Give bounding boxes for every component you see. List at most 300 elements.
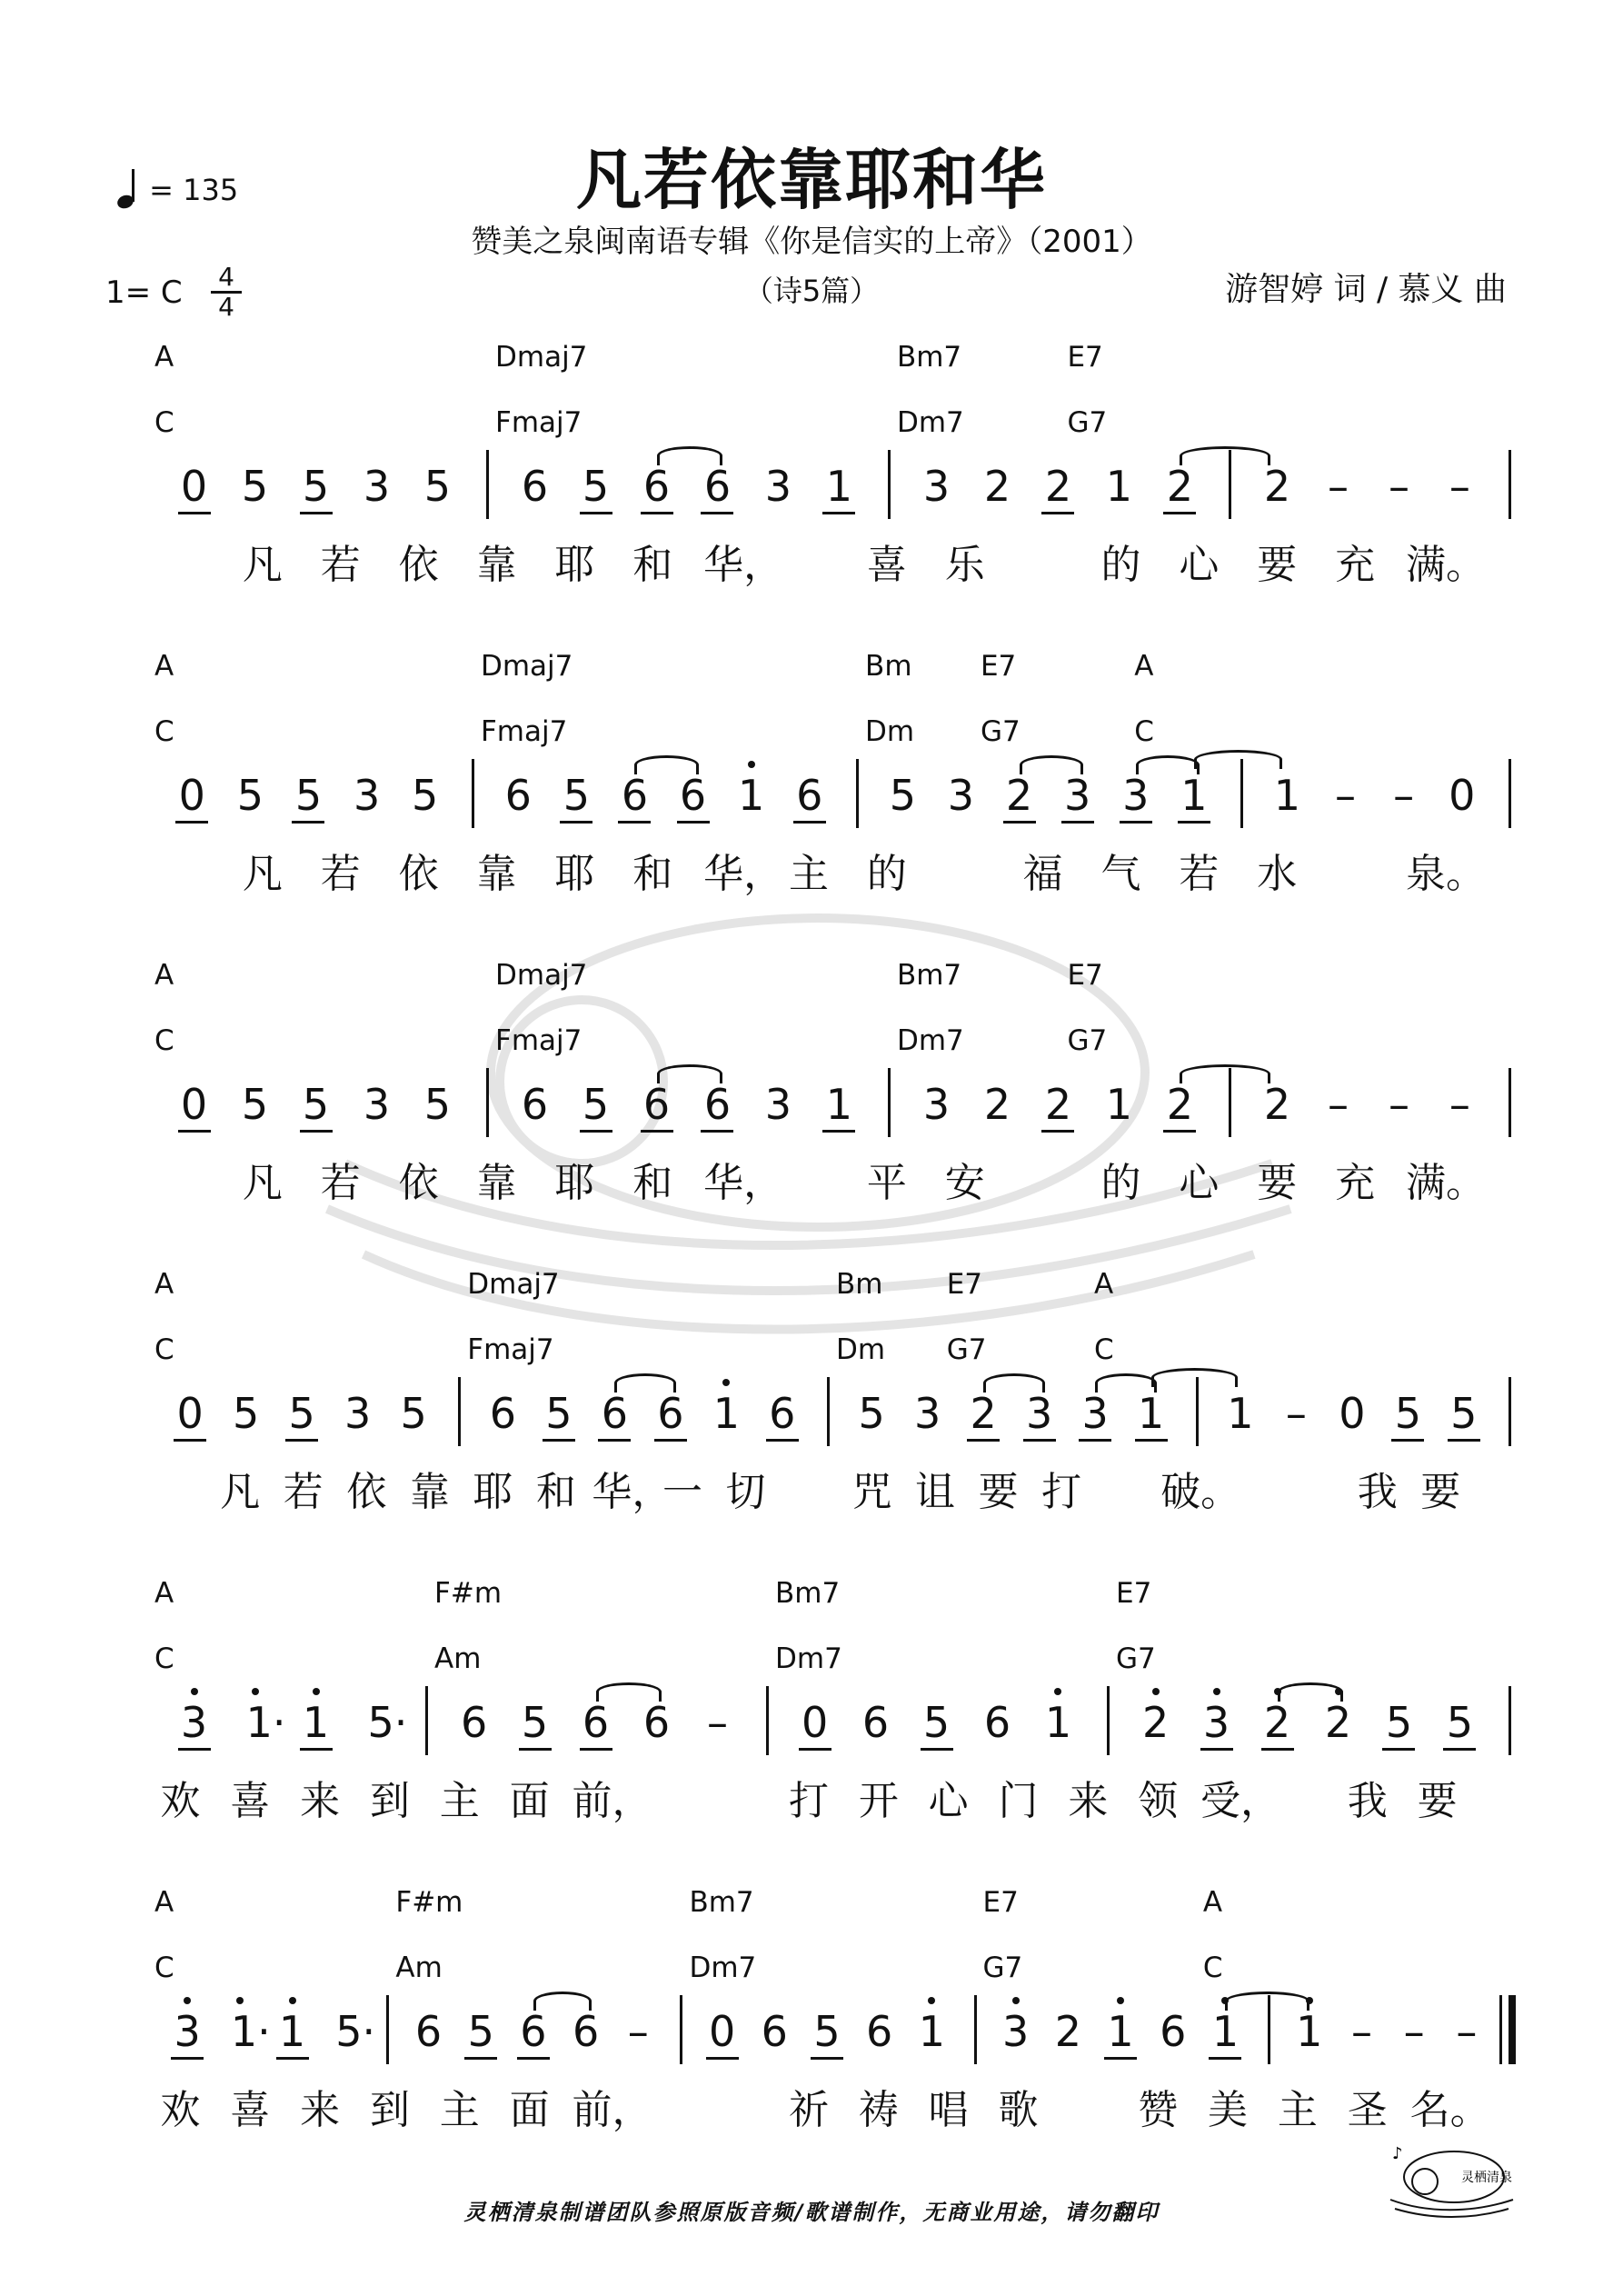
note: 3 xyxy=(180,1698,208,1747)
chord-symbol-c: Dm xyxy=(865,715,915,748)
note: 2 xyxy=(1054,2007,1082,2056)
eighth-underline xyxy=(560,821,592,824)
high-octave-dot xyxy=(1012,1997,1020,2004)
chord-symbol-c: Dm7 xyxy=(896,406,964,439)
note: 2 xyxy=(970,1389,997,1438)
note: 1 xyxy=(738,771,765,820)
note: 5 xyxy=(400,1389,427,1438)
note: 2 xyxy=(983,462,1011,511)
barline xyxy=(1508,1377,1511,1446)
lyric-syllable: 福 xyxy=(1022,851,1063,897)
eighth-underline xyxy=(175,821,208,824)
chord-symbol-a: Dmaj7 xyxy=(480,650,573,683)
note: 1 xyxy=(825,462,853,511)
lyric-syllable: 领 xyxy=(1138,1778,1179,1824)
note: – xyxy=(1335,771,1356,820)
note: 1· xyxy=(245,1698,286,1747)
barline xyxy=(1508,450,1511,519)
lyric-syllable: 名。 xyxy=(1409,2087,1490,2133)
note: 5 xyxy=(1446,1698,1474,1747)
note: 6 xyxy=(679,771,707,820)
chord-symbol-a: A xyxy=(154,341,174,374)
high-octave-dot xyxy=(928,1997,935,2004)
note: – xyxy=(1285,1389,1307,1438)
scripture-source: （诗5篇） xyxy=(743,274,880,308)
note: 3 xyxy=(764,1080,792,1129)
high-octave-dot xyxy=(1213,1688,1220,1695)
note: 2 xyxy=(1141,1698,1170,1747)
chord-symbol-c: Am xyxy=(434,1642,482,1675)
note: 3 xyxy=(1064,771,1091,820)
eighth-underline xyxy=(519,1748,552,1751)
note: 3 xyxy=(947,771,975,820)
lyric-syllable: 主 xyxy=(1277,2087,1318,2133)
tie-arc xyxy=(657,446,723,465)
lyric-syllable: 依 xyxy=(346,1469,387,1515)
note: 5 xyxy=(521,1698,549,1747)
lyric-syllable: 若 xyxy=(1179,851,1220,897)
note: 5 xyxy=(423,1080,452,1129)
lyric-syllable: 华， xyxy=(703,542,784,588)
chord-symbol-a: Bm7 xyxy=(896,341,962,374)
note: 5 xyxy=(1450,1389,1478,1438)
note: 6 xyxy=(861,1698,890,1747)
lyric-syllable: 开 xyxy=(858,1778,899,1824)
eighth-underline xyxy=(677,821,710,824)
barline xyxy=(856,759,859,828)
note: 2 xyxy=(1166,462,1194,511)
note: 5 xyxy=(241,462,269,511)
chord-symbol-a: F#m xyxy=(434,1577,503,1610)
lyric-syllable: 赞 xyxy=(1138,2087,1179,2133)
chord-symbol-a: E7 xyxy=(946,1268,983,1301)
chord-symbol-a: A xyxy=(154,1577,174,1610)
copyright-footer: 灵栖清泉制谱团队参照原版音频/歌谱制作，无商业用途，请勿翻印 xyxy=(463,2200,1160,2225)
key-signature: 1= C xyxy=(105,275,183,311)
chord-symbol-c: Dm7 xyxy=(689,1952,757,1984)
lyric-syllable: 凡 xyxy=(242,542,283,588)
note: 0 xyxy=(708,2007,736,2056)
note: 6 xyxy=(460,1698,488,1747)
chord-symbol-a: E7 xyxy=(1067,959,1103,992)
eighth-underline xyxy=(766,1439,799,1442)
eighth-underline xyxy=(1261,1748,1294,1751)
svg-text:♪: ♪ xyxy=(1392,2144,1403,2163)
note: 2 xyxy=(1263,1698,1291,1747)
note: – xyxy=(1388,462,1409,511)
lyric-syllable: 和 xyxy=(632,1160,673,1206)
lyric-syllable: 心 xyxy=(1179,542,1220,588)
lyric-syllable: 依 xyxy=(398,542,439,588)
lyric-syllable: 气 xyxy=(1100,851,1141,897)
tempo-value: = 135 xyxy=(149,173,239,207)
chord-symbol-c: C xyxy=(1134,715,1154,748)
note: 1 xyxy=(1211,2007,1240,2056)
note: 3 xyxy=(353,771,381,820)
chord-symbol-c: C xyxy=(154,406,174,439)
lyric-syllable: 喜 xyxy=(230,2087,271,2133)
tie-arc xyxy=(1136,755,1200,774)
lyric-syllable: 主 xyxy=(439,1778,480,1824)
chord-symbol-c: G7 xyxy=(980,715,1021,748)
note: 6 xyxy=(520,2007,547,2056)
note: 1 xyxy=(1105,1080,1133,1129)
lyric-syllable: 要 xyxy=(1417,1778,1458,1824)
note: 5 xyxy=(1394,1389,1421,1438)
barline xyxy=(1107,1686,1110,1755)
note: 1 xyxy=(1273,771,1301,820)
eighth-underline xyxy=(1163,512,1196,514)
chord-symbol-c: C xyxy=(1202,1952,1223,1984)
note: – xyxy=(1449,462,1470,511)
lyric-syllable: 华， xyxy=(703,851,784,897)
eighth-underline xyxy=(706,2057,739,2060)
note: 1 xyxy=(302,1698,330,1747)
chord-symbol-c: Am xyxy=(395,1952,443,1984)
chord-symbol-a: E7 xyxy=(1067,341,1103,374)
note: 1 xyxy=(825,1080,853,1129)
chord-symbol-c: C xyxy=(154,1642,174,1675)
lyric-syllable: 唱 xyxy=(928,2087,969,2133)
barline xyxy=(1240,759,1243,828)
note: – xyxy=(1328,1080,1349,1129)
chord-symbol-c: Dm7 xyxy=(896,1024,964,1057)
eighth-underline xyxy=(822,512,855,514)
lyric-syllable: 咒 xyxy=(851,1469,892,1515)
note: 5 xyxy=(889,771,916,820)
chord-symbol-a: A xyxy=(1094,1268,1114,1301)
note: 5 xyxy=(302,1080,330,1129)
note: 5 xyxy=(302,462,330,511)
lyric-syllable: 我 xyxy=(1347,1778,1388,1824)
note: 5 xyxy=(236,771,264,820)
eighth-underline xyxy=(1178,821,1210,824)
lyric-syllable: 心 xyxy=(1179,1160,1220,1206)
chord-symbol-a: Bm xyxy=(836,1268,883,1301)
eighth-underline xyxy=(921,1748,953,1751)
lyric-syllable: 主 xyxy=(789,851,829,897)
eighth-underline xyxy=(967,1439,1000,1442)
note: 5· xyxy=(367,1698,408,1747)
note: 2 xyxy=(1263,1080,1291,1129)
lyric-syllable: 来 xyxy=(300,1778,341,1824)
note: 6 xyxy=(769,1389,796,1438)
note: – xyxy=(1328,462,1349,511)
chord-symbol-a: A xyxy=(154,1268,174,1301)
eighth-underline xyxy=(178,1748,211,1751)
eighth-underline xyxy=(292,821,324,824)
high-octave-dot xyxy=(289,1997,296,2004)
eighth-underline xyxy=(1041,512,1074,514)
chord-symbol-c: G7 xyxy=(1067,1024,1108,1057)
lyric-syllable: 和 xyxy=(632,851,673,897)
song-title: 凡若依靠耶和华 xyxy=(575,142,1047,218)
chord-symbol-a: A xyxy=(154,959,174,992)
chord-symbol-c: G7 xyxy=(1116,1642,1156,1675)
note: 5 xyxy=(1385,1698,1413,1747)
note: 5 xyxy=(467,2007,494,2056)
high-octave-dot xyxy=(236,1997,244,2004)
lyric-syllable: 和 xyxy=(632,542,673,588)
eighth-underline xyxy=(580,512,612,514)
note: 6 xyxy=(489,1389,517,1438)
note: 6 xyxy=(642,1698,671,1747)
lyric-syllable: 的 xyxy=(866,851,907,897)
high-octave-dot xyxy=(748,761,755,768)
lyric-syllable: 的 xyxy=(1100,542,1141,588)
tie-arc xyxy=(533,1992,592,2011)
chord-symbol-a: A xyxy=(1134,650,1154,683)
lyric-syllable: 到 xyxy=(369,2087,410,2133)
lyric-syllable: 华， xyxy=(592,1469,672,1515)
lyric-syllable: 来 xyxy=(300,2087,341,2133)
lyric-syllable: 凡 xyxy=(242,1160,283,1206)
note: 3 xyxy=(363,1080,391,1129)
note: 6 xyxy=(582,1698,610,1747)
eighth-underline xyxy=(1200,1748,1233,1751)
chord-symbol-c: Dm7 xyxy=(775,1642,842,1675)
note: 6 xyxy=(796,771,823,820)
note: 1 xyxy=(1107,2007,1134,2056)
eighth-underline xyxy=(618,821,651,824)
note: 2 xyxy=(1044,462,1072,511)
note: 6 xyxy=(657,1389,684,1438)
lyric-syllable: 依 xyxy=(398,851,439,897)
note: 1· xyxy=(230,2007,271,2056)
tie-arc xyxy=(614,1373,675,1393)
eighth-underline xyxy=(1061,821,1094,824)
chord-symbol-c: G7 xyxy=(1067,406,1108,439)
time-signature xyxy=(211,264,242,321)
high-octave-dot xyxy=(722,1379,730,1386)
eighth-underline xyxy=(1382,1748,1415,1751)
lyric-syllable: 充 xyxy=(1335,542,1376,588)
barline xyxy=(1268,1995,1270,2064)
chord-symbol-a: Dmaj7 xyxy=(467,1268,560,1301)
note: 1 xyxy=(1296,2007,1323,2056)
lyric-syllable: 前， xyxy=(572,1778,652,1824)
eighth-underline xyxy=(464,2057,497,2060)
barline xyxy=(386,1995,389,2064)
high-octave-dot xyxy=(313,1688,320,1695)
chord-symbol-a: F#m xyxy=(395,1886,463,1919)
high-octave-dot xyxy=(184,1997,191,2004)
high-octave-dot xyxy=(252,1688,259,1695)
note: 0 xyxy=(1449,771,1476,820)
tie-arc xyxy=(1020,755,1083,774)
lyric-syllable: 歌 xyxy=(998,2087,1039,2133)
lyric-syllable: 平 xyxy=(866,1160,907,1206)
note: 3 xyxy=(764,462,792,511)
eighth-underline xyxy=(1135,1439,1168,1442)
note: 1 xyxy=(278,2007,306,2056)
note: 5 xyxy=(545,1389,573,1438)
eighth-underline xyxy=(811,2057,843,2060)
lyric-syllable: 打 xyxy=(789,1778,829,1824)
lyric-syllable: 若 xyxy=(320,542,361,588)
chord-symbol-c: Fmaj7 xyxy=(467,1333,554,1366)
lyric-syllable: 诅 xyxy=(915,1469,956,1515)
note: 6 xyxy=(572,2007,600,2056)
note: 5 xyxy=(922,1698,951,1747)
chord-symbol-a: E7 xyxy=(980,650,1017,683)
barline xyxy=(1229,1068,1231,1137)
eighth-underline xyxy=(1079,1439,1111,1442)
lyric-syllable: 凡 xyxy=(242,851,283,897)
lyric-syllable: 喜 xyxy=(866,542,907,588)
lyric-syllable: 破。 xyxy=(1160,1469,1241,1515)
lyric-syllable: 水 xyxy=(1257,851,1298,897)
eighth-underline xyxy=(799,1748,831,1751)
lyric-syllable: 要 xyxy=(1257,1160,1298,1206)
eighth-underline xyxy=(276,2057,309,2060)
lyric-syllable: 欢 xyxy=(160,1778,201,1824)
barline xyxy=(1508,759,1511,828)
chord-symbol-a: Bm7 xyxy=(689,1886,754,1919)
note: – xyxy=(1388,1080,1409,1129)
note: 3 xyxy=(922,1080,951,1129)
note: 6 xyxy=(983,1698,1011,1747)
lyric-syllable: 靠 xyxy=(476,542,517,588)
note: 0 xyxy=(178,771,205,820)
lyric-syllable: 耶 xyxy=(473,1469,513,1515)
note: 0 xyxy=(180,1080,208,1129)
lyric-syllable: 打 xyxy=(1041,1469,1082,1515)
eighth-underline xyxy=(517,2057,550,2060)
note: 2 xyxy=(1005,771,1033,820)
note: 6 xyxy=(621,771,649,820)
note: 5 xyxy=(233,1389,260,1438)
lyric-syllable: 祈 xyxy=(789,2087,829,2133)
lyric-syllable: 泉。 xyxy=(1406,851,1487,897)
note: 6 xyxy=(703,1080,732,1129)
lyric-syllable: 门 xyxy=(998,1778,1039,1824)
eighth-underline xyxy=(822,1130,855,1133)
lyric-syllable: 乐 xyxy=(944,542,985,588)
eighth-underline xyxy=(300,1130,333,1133)
song-credits: 游智婷 词 / 慕义 曲 xyxy=(1225,271,1507,308)
eighth-underline xyxy=(1023,1439,1056,1442)
barline xyxy=(888,1068,891,1137)
tie-arc xyxy=(1278,1682,1344,1702)
lyric-syllable: 充 xyxy=(1335,1160,1376,1206)
note: 1 xyxy=(1227,1389,1254,1438)
note: 6 xyxy=(642,462,671,511)
note: 2 xyxy=(983,1080,1011,1129)
note: 3 xyxy=(914,1389,941,1438)
lyric-syllable: 耶 xyxy=(554,542,595,588)
tie-arc xyxy=(657,1064,723,1083)
note: – xyxy=(1403,2007,1425,2056)
time-signature-top: 4 xyxy=(211,264,242,294)
barline xyxy=(472,759,474,828)
lyric-syllable: 华， xyxy=(703,1160,784,1206)
lyric-syllable: 到 xyxy=(369,1778,410,1824)
note: 2 xyxy=(1324,1698,1352,1747)
eighth-underline xyxy=(701,1130,733,1133)
lyric-syllable: 若 xyxy=(320,851,361,897)
note: 3 xyxy=(1081,1389,1109,1438)
chord-symbol-a: A xyxy=(1202,1886,1223,1919)
note: 1 xyxy=(1137,1389,1165,1438)
note: 1 xyxy=(1180,771,1208,820)
barline xyxy=(486,450,489,519)
chord-symbol-a: Dmaj7 xyxy=(495,341,588,374)
chord-symbol-a: Dmaj7 xyxy=(495,959,588,992)
high-octave-dot xyxy=(1117,1997,1124,2004)
chord-symbol-c: C xyxy=(154,1024,174,1057)
eighth-underline xyxy=(178,512,211,514)
note: – xyxy=(1393,771,1415,820)
chord-symbol-c: Fmaj7 xyxy=(495,1024,582,1057)
note: 3 xyxy=(174,2007,201,2056)
eighth-underline xyxy=(174,1439,206,1442)
barline xyxy=(458,1377,461,1446)
lyric-syllable: 靠 xyxy=(476,851,517,897)
lyric-syllable: 面 xyxy=(509,1778,550,1824)
chord-symbol-c: Fmaj7 xyxy=(495,406,582,439)
note: 2 xyxy=(1044,1080,1072,1129)
lyric-syllable: 圣 xyxy=(1347,2087,1388,2133)
chord-symbol-a: Bm xyxy=(865,650,912,683)
barline xyxy=(888,450,891,519)
note: 5 xyxy=(582,462,610,511)
chord-symbol-a: E7 xyxy=(1116,1577,1152,1610)
eighth-underline xyxy=(1443,1748,1476,1751)
note: 1 xyxy=(918,2007,946,2056)
eighth-underline xyxy=(580,1130,612,1133)
lyric-syllable: 一 xyxy=(662,1469,702,1515)
final-barline xyxy=(1508,1995,1516,2064)
note: 5 xyxy=(412,771,439,820)
chord-symbol-a: A xyxy=(154,650,174,683)
lyric-syllable: 的 xyxy=(1100,1160,1141,1206)
high-octave-dot xyxy=(1306,1997,1313,2004)
lyric-syllable: 要 xyxy=(1420,1469,1461,1515)
eighth-underline xyxy=(1391,1439,1424,1442)
note: 6 xyxy=(866,2007,893,2056)
tie-arc xyxy=(634,755,698,774)
note: 5 xyxy=(288,1389,315,1438)
sheep-logo-icon xyxy=(1381,2136,1518,2218)
lyric-syllable: 美 xyxy=(1208,2087,1249,2133)
lyric-syllable: 安 xyxy=(944,1160,985,1206)
chord-symbol-c: G7 xyxy=(946,1333,987,1366)
tie-arc xyxy=(1095,1373,1156,1393)
note: – xyxy=(706,1698,728,1747)
chord-symbol-c: C xyxy=(154,1333,174,1366)
lyric-syllable: 若 xyxy=(320,1160,361,1206)
barline xyxy=(1229,450,1231,519)
tie-arc xyxy=(983,1373,1044,1393)
lyric-syllable: 凡 xyxy=(220,1469,261,1515)
note: 6 xyxy=(521,462,549,511)
tie-arc xyxy=(596,1682,662,1702)
lyric-syllable: 心 xyxy=(928,1778,969,1824)
note: 6 xyxy=(504,771,532,820)
lyric-syllable: 前， xyxy=(572,2087,652,2133)
note: – xyxy=(1350,2007,1372,2056)
high-octave-dot xyxy=(1152,1688,1160,1695)
chord-symbol-a: Bm7 xyxy=(896,959,962,992)
eighth-underline xyxy=(178,1130,211,1133)
note: 2 xyxy=(1166,1080,1194,1129)
note: 5 xyxy=(582,1080,610,1129)
album-subtitle: 赞美之泉闽南语专辑《你是信实的上帝》（2001） xyxy=(471,224,1152,260)
eighth-underline xyxy=(641,1130,673,1133)
chord-symbol-c: Dm xyxy=(836,1333,886,1366)
note: 5 xyxy=(423,462,452,511)
